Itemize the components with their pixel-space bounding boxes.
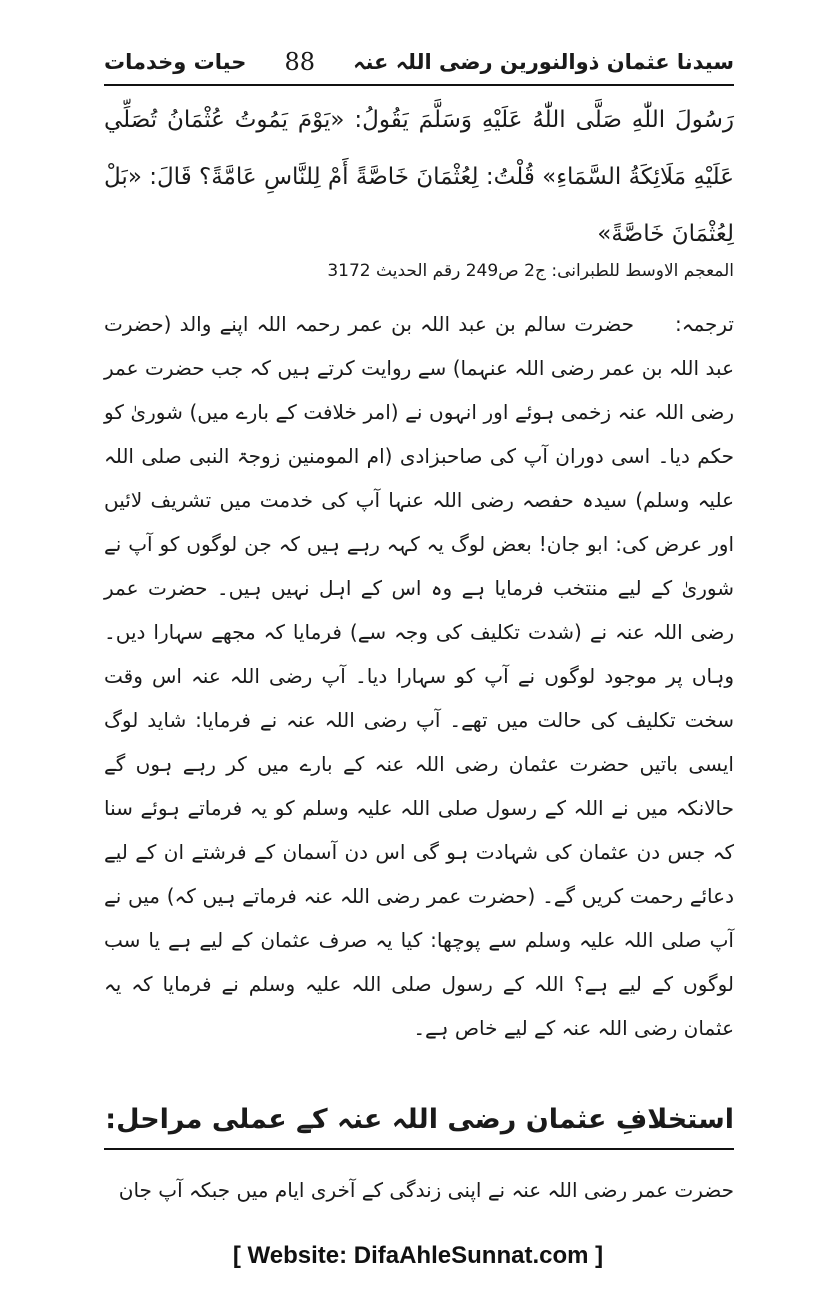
section-divider bbox=[104, 1148, 734, 1150]
hadith-reference: المعجم الاوسط للطبرانی: ج2 ص249 رقم الحدیث 3172 bbox=[327, 261, 734, 281]
translation-label: ترجمہ: bbox=[675, 312, 734, 336]
section-paragraph: حضرت عمر رضی اللہ عنہ نے اپنی زندگی کے آخری ایام میں جبکہ آپ جان bbox=[118, 1178, 734, 1202]
translation-paragraph bbox=[104, 302, 734, 1050]
book-title: سیدنا عثمان ذوالنورین رضی اللہ عنہ bbox=[353, 50, 734, 74]
page-number: 88 bbox=[284, 48, 316, 76]
translation-text: حضرت سالم بن عبد اللہ بن عمر رحمہ اللہ اپنے والد (حضرت عبد اللہ بن عمر رضی اللہ عنہما) سے روایت کرتے ہیں کہ جب حضرت عمر رضی اللہ عنہ زخمی ہوئے اور انہوں نے (امر خلافت کے بارے میں) شوریٰ کو حکم دیا۔ اسی دوران آپ کی صاحبزادی (ام المومنین زوجۃ النبی صلی اللہ علیہ وسلم) سیدہ حفصہ رضی اللہ عنہا آپ کی خدمت میں تشریف لائیں اور عرض کی: ابو جان! بعض لوگ یہ کہہ رہے ہیں کہ جن لوگوں کو آپ نے شوریٰ کے لیے منتخب فرمایا ہے وہ اس کے اہل نہیں ہیں۔ حضرت عمر رضی اللہ عنہ نے (شدت تکلیف کی وجہ سے) فرمایا کہ مجھے سہارا دیں۔ وہاں پر موجود لوگوں نے آپ کو سہارا دیا۔ آپ رضی اللہ عنہ اس وقت سخت تکلیف کی حالت میں تھے۔ آپ رضی اللہ عنہ نے فرمایا: شاید لوگ ایسی باتیں حضرت عثمان رضی اللہ عنہ کے بارے میں کر رہے ہوں گے حالانکہ میں نے اللہ کے رسول صلی اللہ علیہ وسلم کو یہ فرماتے ہوئے سنا کہ جس دن عثمان کی شہادت ہو گی اس دن آسمان کے فرشتے ان کے لیے دعائے رحمت کریں گے۔ (حضرت عمر رضی اللہ عنہ فرماتے ہیں کہ) میں نے آپ صلی اللہ علیہ وسلم سے پوچھا: کیا یہ صرف عثمان کے لیے ہے یا سب لوگوں کے لیے ہے؟ اللہ کے رسول صلی اللہ علیہ وسلم نے فرمایا کہ یہ عثمان رضی اللہ عنہ کے لیے خاص ہے۔ bbox=[104, 312, 734, 1040]
chapter-title: حیات وخدمات bbox=[104, 50, 247, 74]
translation-spacer bbox=[642, 312, 667, 336]
hadith-arabic-text: رَسُولَ اللّٰهِ صَلَّى اللّٰهُ عَلَيْهِ وَسَلَّمَ يَقُولُ: «يَوْمَ يَمُوتُ عُثْمَانُ تُصَلِّي عَلَيْهِ مَلَائِكَةُ السَّمَاءِ» قُلْتُ: لِعُثْمَانَ خَاصَّةً أَمْ لِلنَّاسِ عَامَّةً؟ قَالَ: «بَلْ لِعُثْمَانَ خَاصَّةً» bbox=[104, 107, 734, 247]
website-footer: [ Website: DifaAhleSunnat.com ] bbox=[232, 1242, 604, 1269]
page-header bbox=[104, 42, 734, 82]
section-heading: استخلافِ عثمان رضی اللہ عنہ کے عملی مراحل: bbox=[105, 1104, 734, 1135]
header-divider bbox=[104, 84, 734, 86]
